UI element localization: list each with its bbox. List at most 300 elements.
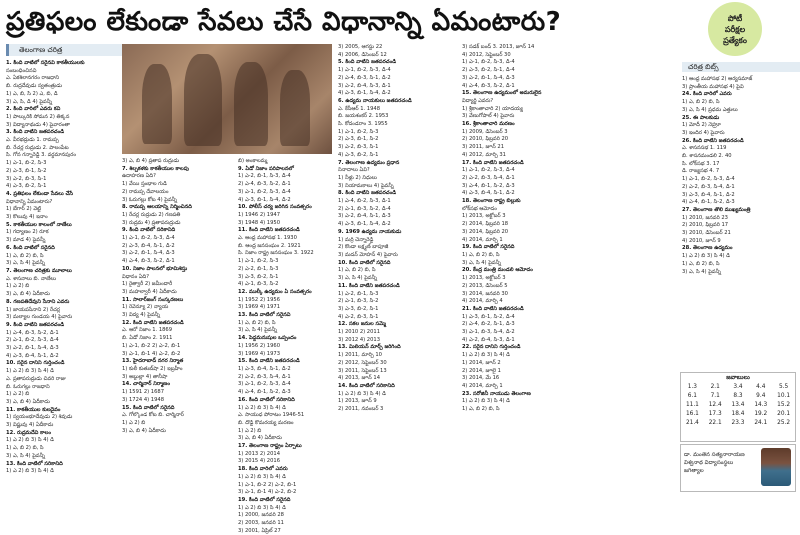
- question-line: 13. కింది వాటిలో సరికానిది: [6, 460, 63, 467]
- question-line: 10. కింది వాటిలో సరైనది: [338, 259, 391, 266]
- option-line: 1) ఎ-1, బి-2, సి-3, డి-4: [462, 59, 515, 66]
- answers-box: [680, 372, 796, 442]
- option-line: 1) ఎ-1, బి-2, సి-3, డి-4: [682, 176, 735, 183]
- question-line: 16. కింది వాటిలో సరికానిది: [238, 396, 295, 403]
- sculpture-figure: [142, 64, 172, 144]
- option-line: 4) ఎ-3, బి-1, సి-4, డి-2: [338, 90, 391, 97]
- option-line: 2) ఎ-1, బి-3, సి-2: [338, 298, 379, 305]
- option-line: 1) 2009, డిసెంబర్ 3: [462, 128, 508, 135]
- option-line: 1) జాయపసేనాని 2) రేచర్ల: [6, 306, 60, 313]
- option-line: 3) 2014, జనవరి 30: [462, 290, 508, 297]
- question-line: 11. కింది వాటిని జతపరచండి: [238, 227, 300, 234]
- option-line: 1) రైత్వారీ 2) జమీందారీ: [122, 281, 173, 288]
- option-line: 3) ఎ, సి 4) పైవన్నీ: [6, 260, 46, 267]
- option-line: 3) 1948 4) 1950: [238, 219, 280, 226]
- question-line: 18. కింది వారిలో ఎవరు: [238, 466, 288, 473]
- question-line: 19. కింది వాటిలో సరైనది: [462, 244, 515, 251]
- option-line: 3) ఎ-2, బి-1, సి-4, డి-3: [6, 345, 59, 352]
- option-line: 1) 2010, జనవరి 23: [682, 214, 728, 221]
- option-line: ఎ. వీరభద్రుడు 1. రామప్ప: [6, 137, 59, 144]
- question-line: 6. ఉద్యమ నాయకులు జతపరచండి: [338, 97, 412, 104]
- option-line: 3) ఎ-2, బి-4, సి-1, డి-3: [338, 213, 391, 220]
- option-line: 3) 1969 4) 1971: [238, 304, 280, 311]
- sculpture-figure: [234, 62, 268, 146]
- sculpture-figure: [184, 54, 222, 146]
- author-photo: [761, 448, 791, 486]
- option-line: 4) ఎ-4, బి-3, సి-2, డి-1: [122, 258, 175, 265]
- option-line: 1) 2014, జూన్ 2: [462, 359, 501, 366]
- option-line: 2) ఎ-2, బి-3, సి-4, డి-1: [682, 183, 735, 190]
- option-line: బి. జయశంకర్ 2. 1953: [338, 113, 389, 120]
- option-line: 1) ఎ-1, బి-2, సి-3: [338, 128, 379, 135]
- answer-cell: 19.2: [754, 411, 768, 417]
- option-line: 1) ఎ 2) బి 3) సి 4) డి: [238, 473, 287, 480]
- option-line: 4) 2014, మార్చి 4: [462, 298, 503, 305]
- option-line: బి. ఆంధ్ర జనసంఘం 2. 1921: [238, 242, 301, 249]
- option-line: 3) ఎ-1, బి-3, సి-4, డి-2: [462, 329, 515, 336]
- option-line: 1) నీళ్లు 2) నిధులు: [338, 174, 377, 181]
- option-line: 2) ఎ-1, బి-2, సి-3, డి-4: [6, 337, 59, 344]
- question-line: 7. తెలంగాణ చరిత్రకు మూలాలు: [6, 267, 72, 274]
- option-line: విధానాన్ని ఏమంటారు?: [6, 198, 53, 205]
- option-line: 3) 2015 4) 2016: [238, 458, 280, 465]
- question-line: 28. తెలంగాణ ఉద్యమం: [682, 245, 733, 252]
- question-line: 16. శ్రీకాంతాచారి మరణం: [462, 121, 515, 128]
- badge-line-2: పరీక్షల: [724, 24, 746, 34]
- question-line: 4. ప్రతిఫలం లేకుండా సేవలు చేసే: [6, 190, 74, 197]
- option-line: బి. రేచర్ల రుద్రుడు 2. పాలంపేట: [6, 144, 69, 151]
- option-line: 2) 2011, నవంబర్ 3: [338, 406, 384, 413]
- answer-cell: 10.1: [777, 393, 791, 399]
- option-line: 1) కులీ కుతుబ్‌షా 2) ఇబ్రహీం: [122, 365, 183, 372]
- question-line: 26. కింది వాటిని జతపరచండి: [682, 137, 744, 144]
- answers-heading: జవాబులు: [726, 374, 750, 381]
- option-line: 3) సడక్ బంద్ 3. 2013, జూన్ 14: [462, 44, 535, 50]
- author-name: డా. మంతెన సత్యనారాయణ: [684, 452, 745, 458]
- option-line: 3) విష్ణువు 4) ఏదీకాదు: [6, 422, 54, 429]
- question-line: 23. సరోజినీ నాయుడు తెలంగాణ: [462, 390, 531, 397]
- option-line: 1) ఎ, బి, సి 2) ఎ, బి, డి: [6, 90, 58, 97]
- author-box: [680, 444, 796, 492]
- question-line: 11. కింది వాటిని జతపరచండి: [338, 282, 400, 289]
- option-line: 3) ఎ-4, బి-1, సి-2, డి-3: [462, 182, 515, 189]
- question-line: 10. నిజాం పాలనలో భూమిశిస్తు: [122, 265, 188, 272]
- option-line: 3) ఓరుగల్లు కోట 4) పైవన్నీ: [122, 196, 178, 203]
- answers-table: [681, 383, 795, 428]
- option-line: సి. కోదండరాం 3. 1955: [338, 121, 388, 128]
- question-line: 27. తెలంగాణ తొలి ముఖ్యమంత్రి: [682, 206, 751, 213]
- question-line: 6. కింది వాటిలో సరైనది: [6, 244, 55, 251]
- question-line: 20. కేంద్ర మంత్రి మండలి ఆమోదం: [462, 267, 533, 274]
- headline: ప్రతిఫలం లేకుండా సేవలు చేసే విధానాన్ని ఏమంటారు?: [6, 7, 562, 37]
- option-line: 2) ఎ-4, బి-3, సి-1, డి-2: [338, 74, 391, 81]
- question-line: 17. కింది వాటిని జతపరచండి: [462, 159, 524, 166]
- option-line: బి. ఏడో నిజాం 2. 1911: [122, 335, 173, 342]
- question-line: 12. సకల జనుల సమ్మె: [338, 321, 386, 328]
- option-line: 1) ఎ, బి 2) బి, సి: [238, 319, 276, 326]
- text-column-2: [122, 158, 234, 492]
- option-line: 1) 2013 2) 2014: [238, 450, 280, 457]
- option-line: ఎ. సాయుధ పోరాటం 1946-51: [238, 412, 305, 419]
- option-line: ఎ. ఆంధ్ర మహాసభ 1. 1930: [238, 235, 297, 242]
- option-line: 2) ఎ-3, బి-4, సి-1, డి-2: [122, 242, 175, 249]
- question-line: 13. కింది వాటిలో సరైనవి: [238, 312, 291, 319]
- option-line: విద్యార్థి ఎవరు?: [462, 97, 494, 104]
- option-line: 3) ఎ-2, బి-3, సి-1: [338, 144, 379, 151]
- option-line: 3) ఎ, సి 4) పైవన్నీ: [238, 327, 278, 334]
- option-line: 3) ఎ, బి 4) ప్రతాప రుద్రుడు: [122, 158, 180, 164]
- option-line: 1) ఆంధ్ర మహాసభ 2) ఆర్యసమాజ్: [682, 76, 753, 82]
- answer-cell: 4.4: [756, 384, 766, 390]
- question-line: 11. సాలార్‌జంగ్ సంస్కరణలు: [122, 296, 184, 303]
- question-line: 9. ఏడో నిజాం పరిపాలనలో: [238, 165, 294, 172]
- question-line: 10. సరైన దానిని గుర్తించండి: [6, 360, 65, 367]
- question-line: 12. కింది వాటిని జతపరచండి: [122, 319, 184, 326]
- question-line: 19. కింది వాటిలో సరైనది: [238, 496, 291, 503]
- option-line: 1) ఎ, బి 2) బి, సి: [682, 99, 720, 106]
- answer-cell: 13.4: [731, 402, 745, 408]
- question-line: 9. 1969 ఉద్యమ నాయకుడు: [338, 228, 402, 235]
- option-line: లోక్‌సభ ఆమోదం: [462, 205, 497, 212]
- option-line: 3) కొలువు 4) ఇనాం: [6, 214, 48, 221]
- option-line: 1) ఎ 2) బి 3) సి 4) డి: [462, 398, 511, 405]
- option-line: సి. గోన గన్నారెడ్డి 3. వర్ధమానపురం: [6, 152, 76, 159]
- option-line: 1) మోదీ 2) నెహ్రూ: [682, 122, 722, 129]
- option-line: 1) వేయి స్తంభాల గుడి: [122, 181, 167, 188]
- option-line: 2) 2012, సెప్టెంబర్ 30: [338, 359, 387, 366]
- option-line: 1) ఎ-1, బి-2 2) ఎ-2, బి-1: [238, 481, 297, 488]
- answer-cell: 1.3: [687, 384, 698, 390]
- option-line: 1) ఎ 2) బి 3) సి 4) డి: [338, 390, 387, 397]
- option-line: ఎ. ఏకశిలానగరం రాజధాని: [6, 75, 60, 82]
- answer-cell: 23.3: [731, 420, 745, 426]
- option-line: 4) 2014, మార్చి 1: [462, 236, 503, 243]
- option-line: 3) 1969 4) 1973: [238, 350, 280, 357]
- question-line: 8. కింది వాటిని జతపరచండి: [338, 190, 397, 197]
- question-line: 8. రామప్ప ఆలయాన్ని నిర్మించినది: [122, 204, 192, 211]
- option-line: ఎ. శాసనసభ 1. 119: [682, 145, 727, 152]
- author-info: [684, 451, 758, 475]
- option-line: 3) ఎ, బి 4) ఏదీకాదు: [6, 291, 50, 298]
- option-line: 2) 2013, డిసెంబర్ 5: [462, 282, 508, 289]
- option-line: 3) ఎ-1, బి-2, సి-3, డి-4: [238, 381, 291, 388]
- option-line: 1) ఎ, బి 2) బి, సి: [6, 445, 44, 452]
- answer-cell: 14.3: [754, 402, 768, 408]
- option-line: 1) ఎ-1, బి-2, సి-3: [6, 160, 47, 167]
- question-line: 5. కింది వాటిని జతపరచండి: [338, 59, 397, 66]
- option-line: బి. ఓరుగల్లు రాజధాని: [6, 383, 50, 390]
- option-line: 4) 2014, మార్చి 1: [462, 382, 503, 389]
- option-line: 3) ఎ-3, బి-2, సి-1: [338, 305, 379, 312]
- option-line: 3) విద్య 4) పైవన్నీ: [122, 312, 161, 319]
- question-line: 15. కింది వాటిలో సరైనది: [122, 404, 175, 411]
- option-line: ఎ. కేసీఆర్ 1. 1948: [338, 105, 381, 112]
- question-line: 13. మిలియన్ మార్చ్ జరిగింది: [338, 344, 401, 351]
- option-line: 4) ఎ-4, బి-3, సి-2, డి-1: [462, 82, 515, 89]
- answers-row: [681, 419, 795, 428]
- question-line: 8. గణపతిదేవుని సేనాని ఎవరు: [6, 298, 70, 305]
- option-line: 2) ఎ-3, బి-1, సి-2: [338, 136, 379, 143]
- option-line: 3) ఎ, సి 4) పైవన్నీ: [338, 275, 378, 282]
- text-column-3: [238, 158, 350, 534]
- option-line: 1) 1591 2) 1687: [122, 389, 164, 396]
- question-line: 7. తెలంగాణ ఉద్యమం ప్రధాన: [338, 159, 400, 166]
- option-line: 1) 2013, అక్టోబర్ 3: [462, 275, 506, 282]
- option-line: 1) బేగార్ 2) వెట్టి: [6, 206, 42, 213]
- option-line: 1) ఎ 2) బి 3) సి 4) డి: [6, 437, 55, 444]
- option-line: 3) ఎ, సి 4) పైవన్నీ: [462, 259, 502, 266]
- question-line: 25. ఈ పాలకుడు: [682, 114, 720, 121]
- option-line: 2) కొండా లక్ష్మణ్ బాపూజీ: [338, 244, 389, 251]
- answers-row: [681, 401, 795, 410]
- option-line: 3) ఎ-2, బి-4, సి-3, డి-1: [338, 82, 391, 89]
- question-line: 3. కింది వాటిని జతపరచండి: [6, 129, 65, 136]
- answer-cell: 21.4: [685, 420, 699, 426]
- option-line: 1) ఎ 2) బి 3) సి 4) డి: [6, 468, 55, 475]
- option-line: 4) ఎ-3, బి-1, సి-4, డి-2: [238, 196, 291, 203]
- option-line: 1) 2010 2) 2011: [338, 329, 380, 336]
- option-line: 3) ఎ, సి, డి 4) పైవన్నీ: [6, 98, 53, 105]
- option-line: 2) ఎ-3, బి-2, సి-1, డి-4: [462, 67, 515, 74]
- option-line: 4) 2006, డిసెంబర్ 12: [338, 51, 387, 58]
- option-line: 3) మదన్ మోహన్ 4) పైవారు: [338, 251, 398, 258]
- option-line: 1) ఎ, బి 2) బి, సి: [6, 252, 44, 259]
- option-line: 2) 2014, ఫిబ్రవరి 18: [462, 221, 509, 228]
- option-line: 4) ఎ-3, బి-1, సి-4, డి-2: [338, 221, 391, 228]
- option-line: 4) 2010, జూన్ 9: [682, 237, 721, 244]
- option-line: 3) ఎ, సి 4) ప్రధమ ఎత్తులు: [682, 106, 738, 113]
- question-line: 1. కింది వాటిలో సరైనవి కాకతీయులకు: [6, 60, 85, 66]
- option-line: 3) 2014, ఫిబ్రవరి 20: [462, 228, 509, 235]
- option-line: ఎ. ప్రతాపరుద్రుడు చివరి రాజు: [6, 375, 66, 382]
- option-line: 1) ఎ-4, బి-2, సి-3, డి-1: [338, 198, 391, 205]
- section-title-history-bits: చరిత్ర బిట్స్: [682, 62, 800, 72]
- answers-row: [681, 392, 795, 401]
- text-column-4: [338, 44, 450, 492]
- question-line: 17. తెలంగాణ రాష్ట్రం ఏర్పాటు: [238, 443, 302, 450]
- option-line: 4) ఎ-2, బి-3, సి-1: [338, 313, 379, 320]
- option-line: 2) ఎ-2, బి-1, సి-3: [238, 265, 279, 272]
- question-line: 15. తెలంగాణ ఉద్యమంలో అమరులైన: [462, 90, 542, 97]
- option-line: 3) ఎ-1, బి-2, సి-3, డి-4: [238, 188, 291, 195]
- answer-cell: 17.3: [708, 411, 722, 417]
- option-line: 1) 2000, జనవరి 28: [238, 512, 284, 519]
- option-line: 3) 2010, డిసెంబర్ 21: [682, 230, 731, 237]
- option-line: 1) 2011, మార్చి 10: [338, 352, 382, 359]
- option-line: 1) ఎ-1, బి-2 2) ఎ-2, బి-1: [122, 342, 181, 349]
- question-line: 15. కింది వాటిని జతపరచండి: [238, 358, 300, 365]
- option-line: 3) ఎ, సి 4) పైవన్నీ: [6, 452, 46, 459]
- option-line: 2) 2003, జనవరి 11: [238, 520, 284, 527]
- sculpture-figure: [280, 70, 310, 146]
- option-line: బి. దొడ్డి కొమరయ్య మరణం: [238, 419, 294, 426]
- option-line: 3) మల్యాల గుండయ 4) పైవారు: [6, 314, 73, 321]
- option-line: 3) 2011, జూన్ 21: [462, 144, 504, 151]
- option-line: 4) ఎ-3, బి-4, సి-1, డి-2: [6, 352, 59, 359]
- text-column-5: [462, 44, 574, 492]
- option-line: 1) ఎ, బి 2) బి, సి: [462, 251, 500, 258]
- option-line: 4) ఎ-4, బి-1, సి-2, డి-3: [682, 199, 735, 206]
- option-line: 3) ఎ, బి 4) ఏదీకాదు: [238, 435, 282, 442]
- option-line: 4) ఎ-3, బి-2, సి-1: [6, 183, 47, 190]
- answer-cell: 9.4: [756, 393, 766, 399]
- option-line: 3) 2011, సెప్టెంబర్ 13: [338, 367, 387, 374]
- option-line: 2) ఎ-4, బి-2, సి-1, డి-3: [462, 321, 515, 328]
- option-line: 1) 1946 2) 1947: [238, 211, 280, 218]
- option-line: 1) ఎ 2) బి 3) సి 4) డి: [238, 404, 287, 411]
- option-line: 2) ఎ-4, బి-3, సి-2, డి-1: [238, 181, 291, 188]
- question-line: 14. చార్మినార్ నిర్మాణం: [122, 381, 170, 388]
- option-line: 3) మహల్వారీ 4) ఏదీకాదు: [122, 288, 177, 295]
- option-line: ఎ. గోల్కొండ కోట బి. చార్మినార్: [122, 412, 184, 419]
- option-line: 3) 2012 4) 2013: [338, 336, 380, 343]
- option-line: 1) పాల్కురికి సోమన 2) తిక్కన: [6, 113, 70, 120]
- option-line: 2) 2010, ఫిబ్రవరి 20: [462, 136, 509, 143]
- option-line: ఎ. ఆరో నిజాం 1. 1869: [122, 327, 173, 334]
- sculpture-photo: [122, 44, 332, 154]
- section-title-telangana-history: తెలంగాణ చరిత్ర: [6, 44, 131, 56]
- option-line: 3) ఎ-3, బి-4, సి-1, డి-2: [682, 191, 735, 198]
- option-line: 3) విద్యానాథుడు 4) పైవారంతా: [6, 121, 71, 128]
- question-line: 10. పోలీస్ చర్య జరిగిన సంవత్సరం: [238, 204, 312, 211]
- answer-cell: 20.1: [777, 411, 791, 417]
- option-line: 4) ఎ-3, బి-4, సి-1, డి-2: [462, 190, 515, 197]
- option-line: 1) ఎ, బి 2) బి, సి: [682, 260, 720, 267]
- question-line: 18. తెలంగాణ రాష్ట్ర బిల్లుకు: [462, 198, 521, 205]
- answers-row: [681, 383, 795, 392]
- option-line: 3) ఎ-2, బి-1, సి-4, డి-3: [122, 250, 175, 257]
- option-line: 4) 2012, మార్చి 31: [462, 151, 506, 158]
- option-line: 1) ఎ-2, బి-1, సి-3, డి-4: [238, 173, 291, 180]
- option-line: బి. రుద్రదేవుడు స్వతంత్రుడు: [6, 83, 63, 90]
- option-line: 2) 2014, జూలై 1: [462, 367, 501, 374]
- option-line: 1) 1952 2) 1956: [238, 296, 280, 303]
- answers-row: [681, 410, 795, 419]
- answer-cell: 18.4: [731, 411, 745, 417]
- question-line: 22. సరైన దానిని గుర్తించండి: [462, 344, 521, 351]
- option-line: 2) ఎ-1, బి-3, సి-2, డి-4: [338, 205, 391, 212]
- question-line: 13. హైదరాబాద్ నగర నిర్మాత: [122, 358, 184, 365]
- option-line: 1) ఎ 2) బి 3) సి 4) డి: [682, 253, 731, 260]
- option-line: ఉదాహరణ ఏది?: [122, 173, 156, 180]
- option-line: 1) స్వయంభూదేవుడు 2) శివుడు: [6, 414, 73, 421]
- option-line: 3) నియామకాలు 4) పైవన్నీ: [338, 182, 394, 189]
- author-role: విశ్వనాథ విద్యాసంస్థలు: [684, 460, 734, 466]
- option-line: 3) అబ్దుల్లా 4) తానీషా: [122, 373, 168, 380]
- option-line: 3) ఎ-2, బి-3, సి-1: [6, 175, 47, 182]
- answer-cell: 12.4: [708, 402, 722, 408]
- option-line: 2) ఎ-2, బి-3, సి-4, డి-1: [238, 373, 291, 380]
- answer-cell: 8.3: [733, 393, 743, 399]
- author-place: జగిత్యాల: [684, 468, 704, 474]
- question-line: 21. కింది వాటిని జతపరచండి: [462, 305, 524, 312]
- option-line: ఎ. శాసనాలు బి. నాణేలు: [6, 275, 56, 282]
- option-line: విధానం ఏది?: [122, 273, 149, 280]
- special-badge: [708, 2, 762, 56]
- option-line: సి. నిజాం రాష్ట్ర జనసంఘం 3. 1922: [238, 250, 314, 257]
- question-line: 5. కాకతీయుల కాలంలో నాణేలు: [6, 221, 72, 228]
- option-line: 1) ఎ, బి 2) బి, సి: [338, 267, 376, 274]
- question-line: 7. శిల్పకళకు కాకతీయుల కాలపు: [122, 165, 189, 172]
- answer-cell: 22.1: [708, 420, 722, 426]
- answer-cell: 3.4: [733, 384, 743, 390]
- option-line: 3) మాడ 4) పైవన్నీ: [6, 237, 46, 244]
- option-line: 1) రేచర్ల రుద్రుడు 2) గణపతి: [122, 211, 181, 218]
- option-line: 3) ఎ, బి 4) ఏదీకాదు: [122, 427, 166, 434]
- text-column-6: [682, 76, 794, 368]
- answer-cell: 11.1: [685, 402, 699, 408]
- option-line: 1) గద్యాణం 2) రూక: [6, 229, 49, 236]
- option-line: డి. రాజ్యసభ 4. 7: [682, 168, 720, 175]
- option-line: 4) ఎ-4, బి-1, సి-2, డి-3: [238, 389, 291, 396]
- option-line: 3) రుద్రమ 4) ప్రతాపరుద్రుడు: [122, 219, 181, 226]
- option-line: బి) అంకాలమ్మ: [238, 158, 268, 164]
- option-line: 3) ఎ-1, బి-1 4) ఎ-2, బి-2: [122, 350, 181, 357]
- option-line: 1) ఎ-1, బి-2, సి-3: [238, 258, 279, 265]
- question-line: 9. కింది వాటిలో సరికానిది: [122, 227, 176, 234]
- option-line: 1) ఎ 2) బి: [6, 391, 30, 398]
- option-line: 1) ఎ-3, బి-4, సి-1, డి-2: [238, 365, 291, 372]
- option-line: 4) ఎ-1, బి-3, సి-2: [238, 281, 279, 288]
- option-line: 1) ఎ-1, బి-2, సి-3, డి-4: [462, 167, 515, 174]
- option-line: 3) ఎ, సి 4) పైవన్నీ: [682, 268, 722, 275]
- question-line: 14. పెద్దమనుషుల ఒప్పందం: [238, 335, 297, 342]
- option-line: 3) 2005, ఆగస్టు 22: [338, 44, 383, 50]
- option-line: 1) ఎ, బి 2) బి, సి: [462, 406, 500, 413]
- option-line: 1) ఎ 2) బి 3) సి 4) డి: [238, 504, 287, 511]
- option-line: 3) 2001, ఏప్రిల్ 27: [238, 527, 281, 534]
- option-line: 1) ఎ 2) బి: [238, 427, 262, 434]
- option-line: 1) ఎ 2) బి 3) సి 4) డి: [462, 352, 511, 359]
- option-line: సి. లోక్‌సభ 3. 17: [682, 160, 720, 167]
- option-line: 2) 2010, ఫిబ్రవరి 17: [682, 222, 729, 229]
- option-line: 3) ఎ-2, బి-1, సి-4, డి-3: [462, 74, 515, 81]
- option-line: 1) ఎ 2) బి: [122, 419, 146, 426]
- option-line: 4) ఎ-3, బి-2, సి-1: [338, 151, 379, 158]
- answer-cell: 2.1: [710, 384, 720, 390]
- option-line: 3) వేణుగోపాల్ 4) పైవారు: [462, 113, 515, 120]
- question-line: 14. కింది వాటిలో సరికానిది: [338, 382, 395, 389]
- option-line: 1) రెవెన్యూ 2) న్యాయ: [122, 304, 169, 311]
- option-line: 3) ప్రాంతీయ మహాసభ 4) పైవి: [682, 83, 744, 90]
- option-line: 3) 2014, మే 16: [462, 375, 500, 382]
- option-line: 1) ఎ 2) బి: [6, 283, 30, 290]
- option-line: 1) 1956 2) 1960: [238, 342, 280, 349]
- option-line: 3) 1724 4) 1948: [122, 396, 164, 403]
- option-line: 2) ఎ-2, బి-3, సి-4, డి-1: [462, 174, 515, 181]
- option-line: 1) 2013, అక్టోబర్ 3: [462, 213, 506, 220]
- option-line: సంబంధించినవి: [6, 67, 37, 74]
- option-line: 1) ఎ-4, బి-3, సి-2, డి-1: [6, 329, 59, 336]
- option-line: 3) ఎ, బి 4) ఏదీకాదు: [6, 398, 50, 405]
- option-line: 4) 2012, సెప్టెంబర్ 30: [462, 51, 511, 58]
- answer-cell: 7.1: [710, 393, 720, 399]
- badge-line-3: ప్రత్యేకం: [723, 35, 747, 45]
- option-line: 1) ఎ-3, బి-1, సి-2, డి-4: [462, 313, 515, 320]
- option-line: 4) 2013, జూన్ 14: [338, 375, 380, 382]
- question-line: 24. కింది వారిలో ఎవరు: [682, 91, 732, 98]
- option-line: 2) ఎ-3, బి-1, సి-2: [6, 167, 47, 174]
- option-line: 1) ఎ 2) బి 3) సి 4) డి: [6, 368, 55, 375]
- option-line: 1) మర్రి చెన్నారెడ్డి: [338, 236, 374, 243]
- option-line: నినాదాలు ఏవి?: [338, 167, 370, 174]
- option-line: 1) 2013, జూన్ 9: [338, 398, 377, 405]
- question-line: 12. రుద్రమదేవి కాలం: [6, 429, 51, 436]
- option-line: 2) రామప్ప దేవాలయం: [122, 188, 169, 195]
- option-line: 1) ఎ-1, బి-2, సి-3, డి-4: [122, 235, 175, 242]
- answer-cell: 6.1: [687, 393, 698, 399]
- option-line: 1) ఎ-2, బి-1, సి-3: [338, 290, 379, 297]
